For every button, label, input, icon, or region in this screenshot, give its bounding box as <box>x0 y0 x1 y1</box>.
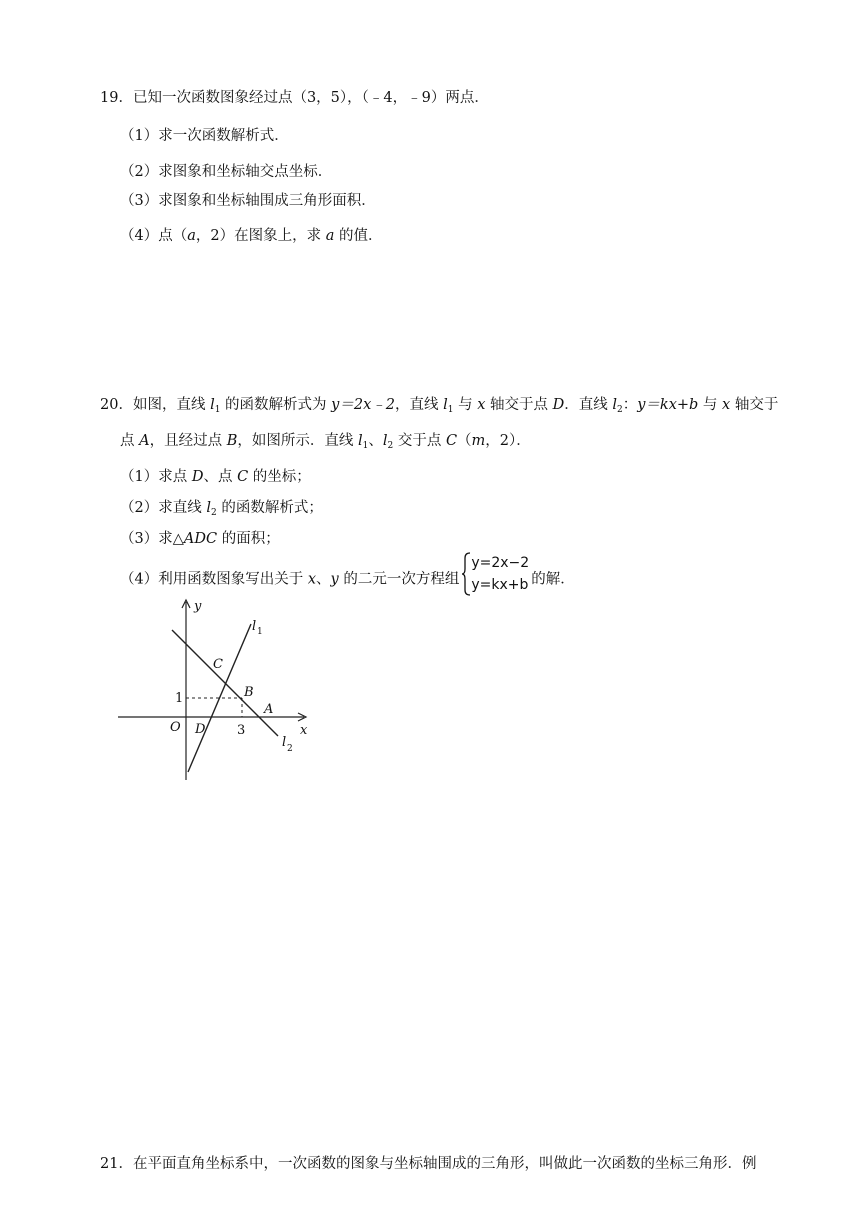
q20-part2 <box>120 498 323 523</box>
q20-var-x: x <box>307 571 317 588</box>
q20-text: 、 <box>368 433 383 449</box>
q20-head-line2 <box>120 431 531 456</box>
q20-var-l1: l <box>357 433 363 449</box>
q20-text: （ <box>457 433 472 449</box>
label-O: O <box>170 720 181 735</box>
coordinate-figure <box>112 596 322 786</box>
q20-equation-l1: y＝2x﹣2 <box>331 397 395 413</box>
q19-part4-text-a: （4）点（ <box>120 228 188 244</box>
q20-var-D: D <box>191 469 204 485</box>
q19-part4-text-c: 的值． <box>334 228 383 244</box>
q20-var-l2: l <box>206 500 211 516</box>
q20-text: 的解． <box>531 571 575 588</box>
q19-part2: （2）求图象和坐标轴交点坐标． <box>120 164 333 180</box>
q20-sub-1: 1 <box>447 405 454 415</box>
q20-sub-2: 2 <box>210 508 217 518</box>
q21-head: 21．在平面直角坐标系中，一次函数的图象与坐标轴围成的三角形，叫做此一次函数的坐标三角形．例 <box>100 1156 757 1172</box>
q20-text: ，直线 <box>394 397 444 413</box>
label-l1-sub: 1 <box>257 627 263 637</box>
q19-part1: （1）求一次函数解析式． <box>120 128 289 144</box>
label-l2-sub: 2 <box>287 744 293 754</box>
label-l2: l <box>282 735 287 750</box>
q20-text: 与 <box>453 397 478 413</box>
q20-text: （1）求点 <box>120 469 192 485</box>
q20-var-C: C <box>445 433 458 449</box>
q19-part3: （3）求图象和坐标轴围成三角形面积． <box>120 193 376 209</box>
q20-sub-2: 2 <box>616 405 623 415</box>
q20-text: （4）利用函数图象写出关于 <box>120 571 308 588</box>
q20-text: 的坐标； <box>248 469 311 485</box>
q20-var-x: x <box>722 397 731 413</box>
label-l1: l <box>252 619 257 634</box>
q20-text: （2）求直线 <box>120 500 207 516</box>
q20-var-l2: l <box>612 397 617 413</box>
q20-head-line1 <box>100 395 778 420</box>
q20-var-x: x <box>477 397 486 413</box>
label-B: B <box>244 685 254 700</box>
equation-1: y=2x−2 <box>471 555 530 571</box>
q20-var-y: y <box>330 571 339 588</box>
label-x: x <box>300 723 308 738</box>
q20-var-ADC: ADC <box>183 531 218 547</box>
q20-sub-1: 1 <box>362 441 369 451</box>
q20-text: ，如图所示．直线 <box>237 433 358 449</box>
q19-var-a2: a <box>325 228 335 244</box>
q19-var-a: a <box>187 228 196 244</box>
q20-var-D: D <box>552 397 565 413</box>
q20-text: 的函数解析式为 <box>220 397 332 413</box>
q20-text: 轴交于 <box>730 397 779 413</box>
label-y: y <box>194 599 202 614</box>
q19-part4-text-b: ，2）在图象上，求 <box>195 228 326 244</box>
tick-1: 1 <box>175 691 184 706</box>
q20-part1 <box>120 467 311 487</box>
q20-var-A: A <box>139 433 150 449</box>
equation-system <box>461 552 529 607</box>
equation-2: y=kx+b <box>471 577 529 593</box>
q20-text: 的函数解析式； <box>216 500 323 516</box>
q20-text: 与 <box>698 397 723 413</box>
left-brace-icon <box>461 552 471 596</box>
tick-3: 3 <box>237 723 246 738</box>
q20-text: （3）求△ <box>120 531 184 547</box>
q20-text: ．直线 <box>564 397 613 413</box>
q20-text: 、点 <box>203 469 238 485</box>
q20-var-m: m <box>471 433 486 449</box>
q20-var-l1: l <box>210 397 215 413</box>
q19-part4 <box>120 226 383 246</box>
q20-var-C: C <box>237 469 249 485</box>
q20-text: ，2）． <box>485 433 531 449</box>
q20-text: 的面积； <box>217 531 280 547</box>
line-l2 <box>172 630 278 736</box>
q20-text: 交于点 <box>393 433 446 449</box>
q20-text: 20．如图，直线 <box>100 397 211 413</box>
q20-sub-2: 2 <box>387 441 394 451</box>
label-D: D <box>195 722 206 737</box>
q20-equation-l2: y＝kx+b <box>637 397 699 413</box>
q20-var-l1: l <box>443 397 448 413</box>
q20-text: ，且经过点 <box>149 433 227 449</box>
q20-text: ： <box>622 397 638 413</box>
q20-var-B: B <box>226 433 238 449</box>
q20-part3 <box>120 529 280 549</box>
q20-text: 轴交于点 <box>485 397 553 413</box>
label-C: C <box>213 657 223 672</box>
q19-head: 19．已知一次函数图象经过点（3，5），（﹣4，﹣9）两点． <box>100 90 489 106</box>
q20-var-l2: l <box>382 433 388 449</box>
q20-text: 、 <box>316 571 331 588</box>
q20-sub-1: 1 <box>214 405 221 415</box>
label-A: A <box>264 702 274 717</box>
q20-text: 点 <box>120 433 140 449</box>
q20-text: 的二元一次方程组 <box>338 571 460 588</box>
